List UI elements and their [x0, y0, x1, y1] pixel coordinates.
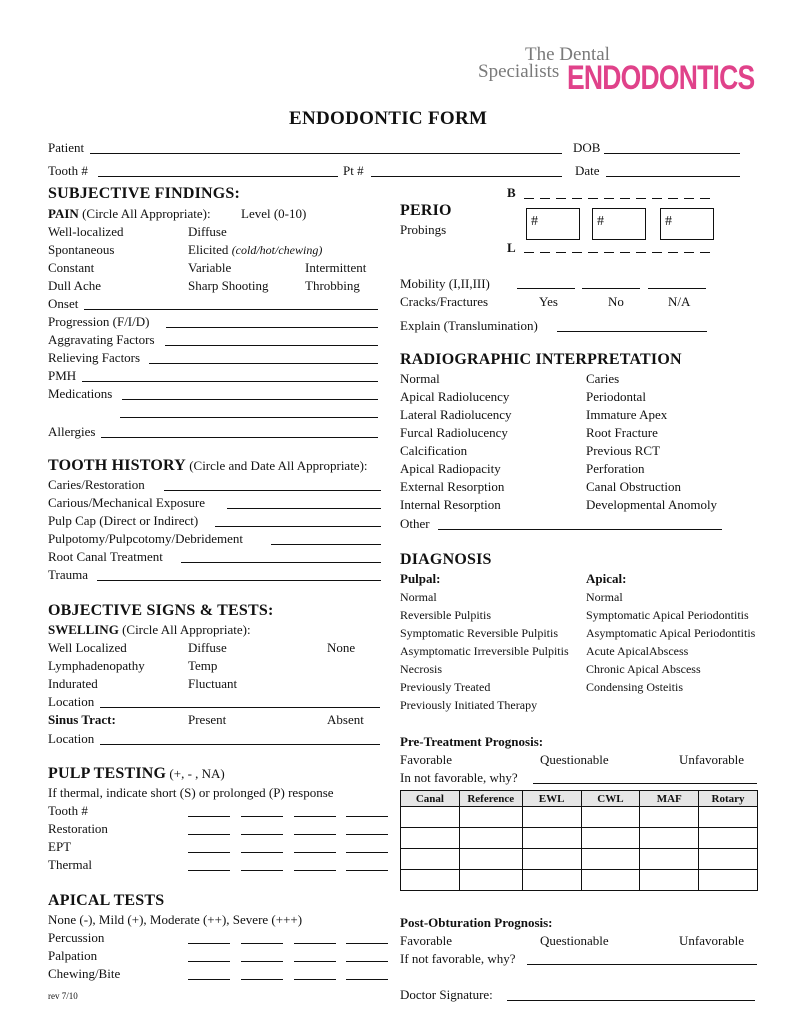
revision-label: rev 7/10	[48, 991, 78, 1001]
apical-diag-option[interactable]: Asymptomatic Apical Periodontitis	[586, 626, 756, 640]
pulp-entry-field[interactable]	[241, 870, 283, 871]
pre-favorable-option[interactable]: Favorable	[400, 752, 452, 767]
apical-diag-option[interactable]: Chronic Apical Abscess	[586, 662, 701, 676]
swelling-option[interactable]: Diffuse	[188, 640, 227, 655]
pulp-entry-field[interactable]	[294, 816, 336, 817]
pain-row	[48, 206, 211, 222]
patient-label: Patient	[48, 140, 85, 155]
pulp-entry-field[interactable]	[241, 816, 283, 817]
radiographic-heading: RADIOGRAPHIC INTERPRETATION	[400, 351, 682, 368]
swelling-option[interactable]: Indurated	[48, 676, 98, 691]
canal-table-cell[interactable]	[581, 849, 640, 870]
canal-table-cell[interactable]	[459, 807, 522, 828]
pulpal-option[interactable]: Symptomatic Reversible Pulpitis	[400, 626, 558, 640]
canal-table-row	[401, 807, 758, 828]
apical-diag-option[interactable]: Condensing Osteitis	[586, 680, 684, 694]
history-field[interactable]	[271, 544, 381, 545]
radiographic-option[interactable]: Apical Radiolucency	[400, 389, 510, 404]
swelling-option[interactable]: None	[327, 640, 356, 655]
logo-the-dental: The Dental	[525, 44, 610, 65]
pulp-testing-note: (+, - , NA)	[169, 766, 225, 781]
canal-table-cell[interactable]	[459, 849, 522, 870]
history-label: Pulpotomy/Pulpcotomy/Debridement	[48, 531, 243, 546]
relieving-field[interactable]	[149, 363, 378, 364]
apical-row-label: Palpation	[48, 948, 98, 963]
objective-heading: OBJECTIVE SIGNS & TESTS:	[48, 602, 274, 619]
apical-row-label: Chewing/Bite	[48, 966, 121, 981]
pulp-entry-field[interactable]	[188, 852, 230, 853]
apical-scale: None (-), Mild (+), Moderate (++), Severe (+++)	[48, 912, 303, 927]
canal-table-row	[401, 849, 758, 870]
allergies-label: Allergies	[48, 424, 96, 439]
pulp-instruction: If thermal, indicate short (S) or prolonged (P) response	[48, 785, 334, 800]
canal-table-cell[interactable]	[522, 828, 581, 849]
pmh-field[interactable]	[82, 381, 378, 382]
medications-field[interactable]	[122, 399, 378, 400]
apical-entry-field[interactable]	[188, 943, 230, 944]
history-field[interactable]	[215, 526, 381, 527]
apical-row-label: Percussion	[48, 930, 105, 945]
perio-dash[interactable]	[652, 252, 662, 253]
swelling-note: (Circle All Appropriate):	[122, 622, 251, 637]
apical-entry-field[interactable]	[241, 961, 283, 962]
canal-table-cell[interactable]	[401, 828, 460, 849]
pulp-entry-field[interactable]	[346, 816, 388, 817]
cracks-label: Cracks/Fractures	[400, 294, 489, 309]
perio-dash[interactable]	[668, 252, 678, 253]
canal-table-cell[interactable]	[640, 870, 699, 891]
pulpal-heading: Pulpal:	[400, 571, 441, 586]
tooth-history-header	[48, 457, 368, 475]
probing-box[interactable]	[660, 208, 714, 240]
canal-table-cell[interactable]	[459, 828, 522, 849]
radiographic-option[interactable]: Periodontal	[586, 389, 646, 404]
pulpal-option[interactable]: Normal	[400, 590, 437, 604]
perio-dash[interactable]	[604, 252, 614, 253]
pulp-entry-field[interactable]	[346, 834, 388, 835]
pulp-entry-field[interactable]	[346, 870, 388, 871]
mobility-field[interactable]	[517, 288, 575, 289]
mobility-field[interactable]	[648, 288, 706, 289]
history-field[interactable]	[97, 580, 381, 581]
tooth-label: Tooth #	[48, 163, 88, 178]
pulpal-option[interactable]: Necrosis	[400, 662, 442, 676]
history-field[interactable]	[227, 508, 381, 509]
dob-label: DOB	[573, 140, 601, 155]
aggravating-label: Aggravating Factors	[48, 332, 155, 347]
date-label: Date	[575, 163, 600, 178]
perio-dash[interactable]	[572, 252, 582, 253]
perio-dash[interactable]	[636, 198, 646, 199]
pulp-entry-field[interactable]	[346, 852, 388, 853]
canal-table-cell[interactable]	[522, 807, 581, 828]
location-field-2[interactable]	[100, 744, 380, 745]
relieving-label: Relieving Factors	[48, 350, 141, 365]
canal-table-cell[interactable]	[401, 849, 460, 870]
pulpal-option[interactable]: Previously Treated	[400, 680, 491, 694]
pre-why-field[interactable]	[533, 783, 757, 784]
subjective-heading: SUBJECTIVE FINDINGS:	[48, 185, 241, 202]
sinus-present-option[interactable]: Present	[188, 712, 227, 727]
canal-table-cell[interactable]	[640, 828, 699, 849]
radiographic-option[interactable]: Root Fracture	[586, 425, 658, 440]
probing-box[interactable]	[592, 208, 646, 240]
probings-label: Probings	[400, 222, 447, 237]
canal-table-cell[interactable]	[401, 870, 460, 891]
explain-field[interactable]	[557, 331, 707, 332]
perio-dash[interactable]	[652, 198, 662, 199]
pain-option[interactable]: Well-localized	[48, 224, 124, 239]
perio-dash[interactable]	[620, 252, 630, 253]
tooth-history-heading: TOOTH HISTORY	[48, 457, 186, 474]
radiographic-option[interactable]: Calcification	[400, 443, 468, 458]
canal-table-row	[401, 870, 758, 891]
aggravating-field[interactable]	[165, 345, 378, 346]
elicited-label: Elicited	[188, 242, 229, 257]
canal-table-cell[interactable]	[581, 870, 640, 891]
pre-unfavorable-option[interactable]: Unfavorable	[679, 752, 744, 767]
perio-dash[interactable]	[524, 198, 534, 199]
pulp-entry-field[interactable]	[294, 834, 336, 835]
date-field[interactable]	[606, 176, 740, 177]
apical-entry-field[interactable]	[294, 961, 336, 962]
perio-dash[interactable]	[588, 198, 598, 199]
radiographic-option[interactable]: Perforation	[586, 461, 645, 476]
elicited-note: (cold/hot/chewing)	[231, 243, 323, 257]
perio-dash[interactable]	[524, 252, 534, 253]
canal-table-cell[interactable]	[699, 807, 758, 828]
pain-option[interactable]: Spontaneous	[48, 242, 115, 257]
probing-box[interactable]	[526, 208, 580, 240]
pulp-row-label: Restoration	[48, 821, 108, 836]
ewl-header: EWL	[522, 791, 581, 807]
pulp-testing-header	[48, 765, 225, 783]
logo-endodontics: ENDODONTICS	[567, 59, 755, 97]
tooth-history-note: (Circle and Date All Appropriate):	[189, 458, 368, 473]
pulpal-option[interactable]: Reversible Pulpitis	[400, 608, 491, 622]
pain-option[interactable]: Throbbing	[305, 278, 360, 293]
pain-option[interactable]: Variable	[188, 260, 232, 275]
cwl-header: CWL	[581, 791, 640, 807]
pulp-entry-field[interactable]	[188, 834, 230, 835]
post-why-label: If not favorable, why?	[400, 951, 516, 966]
canal-table	[400, 790, 758, 891]
apical-diag-option[interactable]: Acute ApicalAbscess	[586, 644, 689, 658]
apical-entry-field[interactable]	[346, 943, 388, 944]
form-title: ENDODONTIC FORM	[289, 108, 488, 129]
perio-dash[interactable]	[540, 252, 550, 253]
pt-label: Pt #	[343, 163, 364, 178]
radiographic-option[interactable]: Developmental Anomoly	[586, 497, 718, 512]
dob-field[interactable]	[604, 153, 740, 154]
swelling-label: SWELLING	[48, 622, 119, 637]
pulp-entry-field[interactable]	[294, 870, 336, 871]
post-unfavorable-option[interactable]: Unfavorable	[679, 933, 744, 948]
location-label: Location	[48, 694, 95, 709]
level-label: Level (0-10)	[241, 206, 307, 221]
pulp-entry-field[interactable]	[241, 834, 283, 835]
history-field[interactable]	[164, 490, 381, 491]
pain-option[interactable]: Dull Ache	[48, 278, 102, 293]
buccal-label: B	[507, 185, 516, 200]
explain-label: Explain (Translumination)	[400, 318, 538, 333]
history-label: Caries/Restoration	[48, 477, 145, 492]
pmh-label: PMH	[48, 368, 77, 383]
progression-label: Progression (F/I/D)	[48, 314, 150, 329]
pain-option-elicited[interactable]	[188, 242, 322, 258]
pain-option[interactable]: Diffuse	[188, 224, 227, 239]
swelling-option[interactable]: Fluctuant	[188, 676, 238, 691]
pulpal-option[interactable]: Asymptomatic Irreversible Pulpitis	[400, 644, 569, 658]
signature-label: Doctor Signature:	[400, 987, 493, 1002]
apical-diag-option[interactable]: Symptomatic Apical Periodontitis	[586, 608, 749, 622]
perio-dash[interactable]	[700, 252, 710, 253]
signature-field[interactable]	[507, 1000, 755, 1001]
canal-table-cell[interactable]	[640, 849, 699, 870]
history-field[interactable]	[181, 562, 381, 563]
perio-dash[interactable]	[540, 198, 550, 199]
pain-label: PAIN	[48, 206, 79, 221]
pre-treatment-heading: Pre-Treatment Prognosis:	[400, 734, 544, 749]
sinus-tract-label: Sinus Tract:	[48, 712, 116, 727]
medications-label: Medications	[48, 386, 113, 401]
onset-label: Onset	[48, 296, 79, 311]
post-favorable-option[interactable]: Favorable	[400, 933, 452, 948]
perio-dash[interactable]	[684, 198, 694, 199]
probing-box-label: #	[531, 214, 538, 229]
pain-option[interactable]: Constant	[48, 260, 95, 275]
mobility-field[interactable]	[582, 288, 640, 289]
pulp-entry-field[interactable]	[188, 870, 230, 871]
canal-header: Canal	[401, 791, 460, 807]
mobility-label: Mobility (I,II,III)	[400, 276, 490, 291]
pulp-entry-field[interactable]	[294, 852, 336, 853]
allergies-field[interactable]	[101, 437, 378, 438]
maf-header: MAF	[640, 791, 699, 807]
pain-option[interactable]: Intermittent	[305, 260, 367, 275]
post-why-field[interactable]	[527, 964, 757, 965]
apical-entry-field[interactable]	[346, 979, 388, 980]
canal-table-cell[interactable]	[522, 870, 581, 891]
sinus-absent-option[interactable]: Absent	[327, 712, 364, 727]
history-label: Root Canal Treatment	[48, 549, 163, 564]
perio-heading: PERIO	[400, 202, 452, 219]
canal-table-cell[interactable]	[699, 828, 758, 849]
pre-why-label: In not favorable, why?	[400, 770, 518, 785]
perio-dash[interactable]	[556, 198, 566, 199]
onset-field[interactable]	[84, 309, 378, 310]
reference-header: Reference	[459, 791, 522, 807]
location-label-2: Location	[48, 731, 95, 746]
canal-table-cell[interactable]	[401, 807, 460, 828]
pain-option[interactable]: Sharp Shooting	[188, 278, 269, 293]
cracks-na-option[interactable]: N/A	[668, 294, 691, 309]
radiographic-option[interactable]: Canal Obstruction	[586, 479, 681, 494]
apical-entry-field[interactable]	[294, 979, 336, 980]
canal-table-cell[interactable]	[699, 870, 758, 891]
swelling-option[interactable]: Well Localized	[48, 640, 127, 655]
pre-questionable-option[interactable]: Questionable	[540, 752, 609, 767]
canal-table-body	[401, 807, 758, 891]
location-field[interactable]	[100, 707, 380, 708]
apical-entry-field[interactable]	[241, 943, 283, 944]
apical-diag-option[interactable]: Normal	[586, 590, 623, 604]
apical-entry-field[interactable]	[188, 979, 230, 980]
pulp-row-label: Tooth #	[48, 803, 88, 818]
pt-field[interactable]	[371, 176, 562, 177]
radiographic-option[interactable]: Immature Apex	[586, 407, 668, 422]
canal-table-cell[interactable]	[459, 870, 522, 891]
other-label: Other	[400, 516, 430, 531]
canal-table-cell[interactable]	[581, 807, 640, 828]
history-label: Carious/Mechanical Exposure	[48, 495, 206, 510]
probing-box-label: #	[597, 214, 604, 229]
radiographic-option[interactable]: Furcal Radiolucency	[400, 425, 508, 440]
apical-tests-heading: APICAL TESTS	[48, 892, 165, 909]
swelling-option[interactable]: Lymphadenopathy	[48, 658, 145, 673]
history-label: Pulp Cap (Direct or Indirect)	[48, 513, 199, 528]
perio-dash[interactable]	[668, 198, 678, 199]
swelling-row	[48, 622, 251, 638]
perio-dash[interactable]	[700, 198, 710, 199]
perio-dash[interactable]	[620, 198, 630, 199]
rotary-header: Rotary	[699, 791, 758, 807]
pulp-entry-field[interactable]	[188, 816, 230, 817]
canal-table-cell[interactable]	[640, 807, 699, 828]
radiographic-option[interactable]: Apical Radiopacity	[400, 461, 501, 476]
canal-table-row	[401, 828, 758, 849]
radiographic-option[interactable]: Normal	[400, 371, 440, 386]
apical-entry-field[interactable]	[188, 961, 230, 962]
perio-dash[interactable]	[588, 252, 598, 253]
pain-note: (Circle All Appropriate):	[82, 206, 211, 221]
radiographic-option[interactable]: External Resorption	[400, 479, 505, 494]
cracks-yes-option[interactable]: Yes	[539, 294, 558, 309]
cracks-no-option[interactable]: No	[608, 294, 624, 309]
post-obturation-heading: Post-Obturation Prognosis:	[400, 915, 553, 930]
tooth-field[interactable]	[98, 176, 338, 177]
medications-field-2[interactable]	[120, 417, 378, 418]
patient-field[interactable]	[90, 153, 562, 154]
diagnosis-heading: DIAGNOSIS	[400, 551, 492, 568]
post-questionable-option[interactable]: Questionable	[540, 933, 609, 948]
perio-dash[interactable]	[556, 252, 566, 253]
perio-dash[interactable]	[572, 198, 582, 199]
radiographic-option[interactable]: Internal Resorption	[400, 497, 501, 512]
pulp-row-label: Thermal	[48, 857, 93, 872]
radiographic-option[interactable]: Previous RCT	[586, 443, 661, 458]
apical-entry-field[interactable]	[346, 961, 388, 962]
lingual-label: L	[507, 240, 516, 255]
swelling-option[interactable]: Temp	[188, 658, 218, 673]
perio-dash[interactable]	[604, 198, 614, 199]
apical-diag-heading: Apical:	[586, 571, 627, 586]
canal-table-cell[interactable]	[581, 828, 640, 849]
apical-entry-field[interactable]	[294, 943, 336, 944]
apical-entry-field[interactable]	[241, 979, 283, 980]
canal-table-cell[interactable]	[699, 849, 758, 870]
radiographic-option[interactable]: Lateral Radiolucency	[400, 407, 512, 422]
pulp-row-label: EPT	[48, 839, 72, 854]
probing-box-label: #	[665, 214, 672, 229]
radiographic-option[interactable]: Caries	[586, 371, 620, 386]
canal-table-cell[interactable]	[522, 849, 581, 870]
pulp-testing-heading: PULP TESTING	[48, 765, 167, 782]
other-field[interactable]	[438, 529, 722, 530]
pulp-entry-field[interactable]	[241, 852, 283, 853]
progression-field[interactable]	[166, 327, 378, 328]
history-label: Trauma	[48, 567, 88, 582]
perio-dash[interactable]	[636, 252, 646, 253]
perio-dash[interactable]	[684, 252, 694, 253]
logo-specialists: Specialists	[478, 61, 560, 82]
pulpal-option[interactable]: Previously Initiated Therapy	[400, 698, 538, 712]
